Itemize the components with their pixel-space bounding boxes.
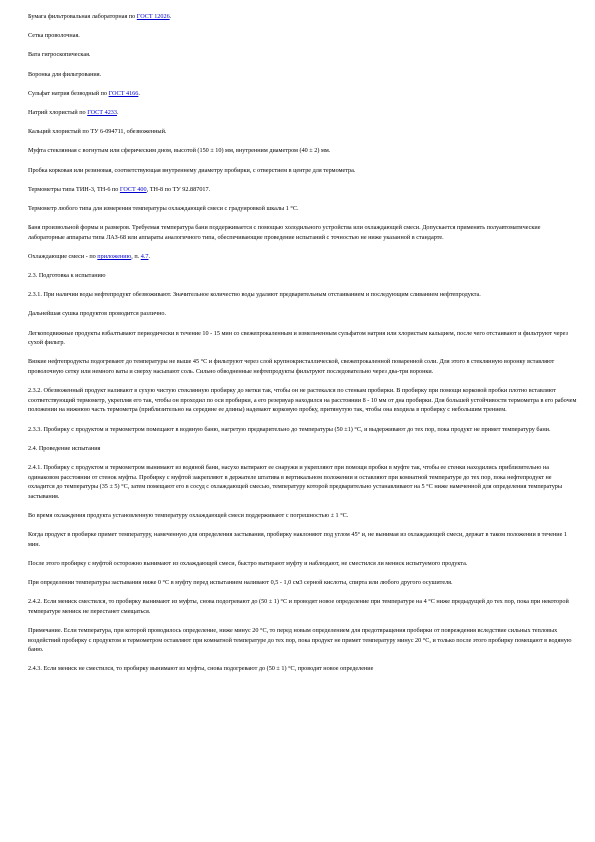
paragraph (28, 185, 577, 195)
paragraph (28, 444, 577, 454)
paragraph (28, 559, 577, 569)
paragraph (28, 530, 577, 549)
paragraph-text: Вата гигроскопическая. (28, 51, 91, 59)
paragraph (28, 31, 577, 41)
paragraph-text: , ТН-8 по ТУ 92.887017. (146, 185, 211, 193)
paragraph-text: 2.4.2. Если мениск сместился, то пробирку вынимают из муфты, снова подогревают до (50 ± 1) °С и проводят новое определение при температуре на 4 °С ниже предыдущей до тех пор, пока при некоторой температуре мениск не перестанет смещаться. (28, 598, 569, 615)
document-body (28, 12, 577, 674)
paragraph-text: Воронка для фильтрования. (28, 70, 102, 78)
paragraph-text: Охлаждающие смеси - по (28, 252, 98, 260)
reference-link[interactable]: ГОСТ 4166 (108, 89, 139, 97)
reference-link[interactable]: ГОСТ 400 (119, 185, 147, 193)
paragraph-text: 2.3.3. Пробирку с продуктом и термометром помещают в водяную баню, нагретую предварительно до температуры (50 ±1) °С, и выдерживают до тех пор, пока продукт не примет температуру бани. (28, 425, 551, 433)
paragraph-text: При определении температуры застывания ниже 0 °С в муфту перед испытанием наливают 0,5 - 1,0 см3 серной кислоты, спирта или любого другого осушителя. (28, 579, 453, 587)
paragraph-text: Легкоподвижные продукты взбалтывают периодически в течение 10 - 15 мин со свежепрокаленным и измельченным сульфатом натрия или хлористым кальцием, после чего отстаивают и фильтруют через сухой фильтр. (28, 329, 568, 347)
paragraph (28, 166, 577, 176)
paragraph-text: 2.4. Проведение испытания (28, 444, 101, 452)
paragraph (28, 425, 577, 435)
paragraph-text: 2.3.2. Обезвоженный продукт наливают в сухую чистую стеклянную пробирку до метки так, чтобы он не растекался по стенкам пробирки. В пробирку при помощи корковой пробки плотно вставляют соответствующий термометр, укрепляя его так, чтобы он проходил по оси пробирки, а его резервуар находился на расстоянии 8 - 10 мм от дна пробирки. Для большей устойчивости термометра в его рабочем положении на нижнюю часть термометра (приблизительно на середине ее длины) надевают корковую пробку, притянутую так, чтобы она входила в пробирку с небольшим трением. (28, 387, 577, 414)
paragraph-text: Термометр любого типа для измерения температуры охлаждающей смеси с градуировкой шкалы 1 °С. (28, 204, 299, 212)
paragraph-text: 2.3.1. При наличии воды нефтепродукт обезвоживают. Значительное количество воды удаляют предварительным отстаиванием и последующим сливанием нефтепродукта. (28, 291, 481, 299)
paragraph (28, 329, 577, 348)
paragraph-text: Примечание. Если температура, при которой проводилось определение, ниже минус 20 °С, то перед новым определением для предотвращения пробирки от повреждения вследствие сильных тепловых воздействий пробирку с продуктом и термометром оставляют при комнатной температуре до тех пор, пока продукт не примет температуру минус 20 °С, и только после этого пробирку помещают в водяную баню. (28, 627, 572, 654)
paragraph (28, 309, 577, 319)
paragraph (28, 252, 577, 262)
paragraph-text: Сетка проволочная. (28, 32, 80, 40)
paragraph (28, 146, 577, 156)
paragraph (28, 50, 577, 60)
paragraph (28, 12, 577, 22)
paragraph (28, 664, 577, 674)
paragraph-text: Во время охлаждения продукта установленную температуру охлаждающей смеси поддерживают с погрешностью ± 1 °С. (28, 511, 349, 519)
paragraph-text: . (169, 13, 172, 20)
reference-link[interactable]: ГОСТ 4233 (87, 108, 117, 116)
paragraph-text: Термометры типа ТИН-3, ТН-6 по (28, 185, 120, 193)
reference-link[interactable]: приложению (97, 252, 132, 260)
paragraph-text: . (148, 252, 151, 260)
paragraph (28, 578, 577, 588)
paragraph (28, 223, 577, 242)
paragraph-text: Кальций хлористый по ТУ 6-094711, обезвоженный. (28, 128, 167, 136)
paragraph (28, 386, 577, 415)
paragraph-text: Бумага фильтровальная лабораторная по (28, 13, 137, 20)
paragraph (28, 271, 577, 281)
paragraph-text: Вязкие нефтепродукты подогревают до температуры не выше 45 °С и фильтруют через слой крупнокристаллической, свежепрокаленной поваренной соли. Для этого в стеклянную воронку вставляют проволочную сетку или немного ваты и сверху насыпают соль. Сильно обводненные нефтепродукты фильтруют последовательно через два-три воронки. (28, 358, 555, 375)
paragraph (28, 463, 577, 501)
paragraph-text: Пробка корковая или резиновая, соответствующая внутреннему диаметру пробирки, с отверстием в центре для термометра. (28, 166, 356, 174)
paragraph (28, 290, 577, 300)
paragraph (28, 70, 577, 80)
paragraph (28, 108, 577, 118)
paragraph (28, 626, 577, 655)
paragraph (28, 597, 577, 616)
paragraph-text: . (117, 108, 119, 116)
paragraph-text: Дальнейшая сушка продуктов проводится различно. (28, 310, 167, 318)
paragraph (28, 357, 577, 376)
paragraph-text: , п. (131, 252, 141, 260)
paragraph-text: 2.4.3. Если мениск не сместился, то пробирку вынимают из муфты, снова подогревают до (50 ± 1) °С, проводят новое определение (28, 665, 374, 673)
paragraph-text: Когда продукт в пробирке примет температуру, намеченную для определения застывания, пробирку наклоняют под углом 45° и, не вынимая из охлаждающей смеси, держат в таком положении в течение 1 мин. (28, 531, 567, 548)
paragraph-text: 2.4.1. Пробирку с продуктом и термометром вынимают из водяной бани, насухо вытирают ее снаружи и укрепляют при помощи пробки в муфте так, чтобы ее стенки находились приблизительно на одинаковом расстоянии от стенок муфты. Пробирку с муфтой закрепляют в держателе штатива в вертикальном положении и оставляют при комнатной температуре до тех пор, пока нефтепродукт не охладится до температуры (35 ± 5) °С, затем помещают его в сосуд с охлаждающей смесью, температуру которой предварительно устанавливают на 5 °С ниже намеченной для определения температуры застывания. (28, 463, 563, 500)
reference-link[interactable]: 4.7 (140, 252, 149, 260)
paragraph-text: 2.3. Подготовка к испытанию (28, 272, 106, 280)
reference-link[interactable]: ГОСТ 12026 (136, 13, 170, 20)
paragraph-text: Сульфат натрия безводный по (28, 89, 109, 97)
paragraph (28, 89, 577, 99)
paragraph (28, 127, 577, 137)
paragraph-text: Баня произвольной формы и размеров. Требуемая температура бани поддерживается с помощью холодильного устройства или охлаждающей смеси. Допускается применять полуавтоматические лабораторные аппараты типа ЛАЗ-68 или аппараты аналогичного типа, обеспечивающие проведение испытаний с точностью не ниже указанной в стандарте. (28, 224, 541, 241)
paragraph-text: . (138, 89, 140, 97)
paragraph-text: После этого пробирку с муфтой осторожно вынимают из охлаждающей смеси, быстро вытирают муфту и наблюдают, не сместился ли мениск испытуемого продукта. (28, 559, 468, 567)
paragraph-text: Муфта стеклянная с вогнутым или сферическим дном, высотой (150 ± 10) мм, внутренним диаметром (40 ± 2) мм. (28, 147, 331, 155)
paragraph-text: Натрий хлористый по (28, 108, 88, 116)
paragraph (28, 204, 577, 214)
paragraph (28, 511, 577, 521)
